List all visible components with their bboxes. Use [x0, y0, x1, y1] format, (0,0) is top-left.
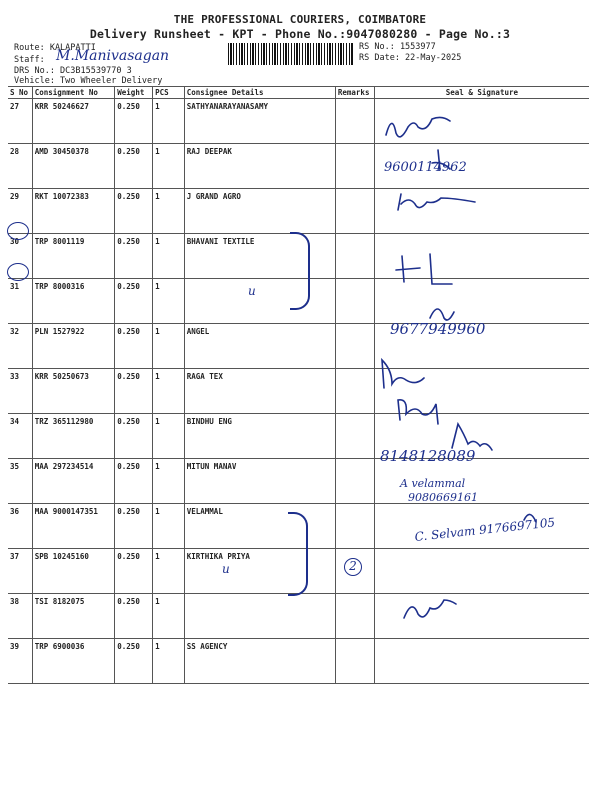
- cell-consignment: PLN 1527922: [32, 324, 115, 369]
- drs-number: DRS No.: DC3B15539770 3: [14, 66, 132, 76]
- cell-sno: 32: [8, 324, 32, 369]
- cell-sno: 33: [8, 369, 32, 414]
- col-remarks: Remarks: [335, 87, 374, 99]
- cell-weight: 0.250: [115, 369, 153, 414]
- cell-sno: 30: [8, 234, 32, 279]
- signature-mark: [398, 194, 475, 210]
- col-consignment: Consignment No: [32, 87, 115, 99]
- handwritten-name: A velammal: [400, 477, 466, 490]
- cell-weight: 0.250: [115, 549, 153, 594]
- cell-pcs: 1: [153, 99, 185, 144]
- cell-sno: 29: [8, 189, 32, 234]
- signature-mark: [386, 117, 450, 136]
- rs-number: RS No.: 1553977: [359, 42, 436, 52]
- vehicle-label: Vehicle: Two Wheeler Delivery: [14, 76, 163, 86]
- cell-consignee: MITUN MANAV: [184, 459, 335, 504]
- col-seal-signature: Seal & Signature: [374, 87, 589, 99]
- cell-weight: 0.250: [115, 459, 153, 504]
- cell-weight: 0.250: [115, 414, 153, 459]
- cell-pcs: 1: [153, 414, 185, 459]
- cell-sno: 27: [8, 99, 32, 144]
- cell-sno: 36: [8, 504, 32, 549]
- cell-pcs: 1: [153, 144, 185, 189]
- cell-consignee: RAGA TEX: [184, 369, 335, 414]
- cell-consignment: TSI 8182075: [32, 594, 115, 639]
- cell-sno: 39: [8, 639, 32, 684]
- handwritten-phone: 9677949960: [390, 320, 486, 338]
- cell-weight: 0.250: [115, 594, 153, 639]
- cell-consignment: SPB 10245160: [32, 549, 115, 594]
- cell-consignment: RKT 10072383: [32, 189, 115, 234]
- handwritten-phone: 9080669161: [408, 491, 478, 504]
- ditto-mark: u: [248, 284, 256, 298]
- handwritten-name-phone: C. Selvam 9176697105: [414, 515, 556, 544]
- col-weight: Weight: [115, 87, 153, 99]
- signature-mark: [430, 309, 454, 320]
- staff-name-handwritten: M.Manivasagan: [56, 48, 170, 64]
- cell-sno: 37: [8, 549, 32, 594]
- handwritten-phone: 8148128089: [380, 447, 476, 465]
- cell-weight: 0.250: [115, 99, 153, 144]
- cell-sno: 35: [8, 459, 32, 504]
- staff-label: Staff:: [14, 55, 45, 65]
- route-label: Route: KALAPATTI: [14, 43, 96, 53]
- cell-consignee: VELAMMAL: [184, 504, 335, 549]
- cell-weight: 0.250: [115, 144, 153, 189]
- cell-weight: 0.250: [115, 234, 153, 279]
- cell-consignee: SATHYANARAYANASAMY: [184, 99, 335, 144]
- cell-pcs: 1: [153, 549, 185, 594]
- cell-weight: 0.250: [115, 279, 153, 324]
- remark-circled-number: 2: [344, 558, 362, 576]
- cell-consignee: J GRAND AGRO: [184, 189, 335, 234]
- signature-mark: [396, 254, 452, 284]
- cell-pcs: 1: [153, 279, 185, 324]
- cell-weight: 0.250: [115, 189, 153, 234]
- runsheet-subtitle: Delivery Runsheet - KPT - Phone No.:9047080280 - Page No.:3: [89, 27, 511, 41]
- cell-consignee: RAJ DEEPAK: [184, 144, 335, 189]
- cell-sno: 31: [8, 279, 32, 324]
- cell-weight: 0.250: [115, 639, 153, 684]
- cell-consignee: ANGEL: [184, 324, 335, 369]
- cell-pcs: 1: [153, 504, 185, 549]
- cell-pcs: 1: [153, 459, 185, 504]
- cell-pcs: 1: [153, 189, 185, 234]
- cell-sno: 28: [8, 144, 32, 189]
- cell-consignee: KIRTHIKA PRIYA: [184, 549, 335, 594]
- cell-consignment: TRP 8000316: [32, 279, 115, 324]
- cell-pcs: 1: [153, 324, 185, 369]
- cell-consignment: TRZ 365112980: [32, 414, 115, 459]
- cell-consignment: MAA 9000147351: [32, 504, 115, 549]
- cell-consignee: BHAVANI TEXTILE: [184, 234, 335, 279]
- cell-consignment: KRR 50246627: [32, 99, 115, 144]
- cell-consignment: MAA 297234514: [32, 459, 115, 504]
- cell-pcs: 1: [153, 594, 185, 639]
- cell-consignment: TRP 8001119: [32, 234, 115, 279]
- cell-consignment: TRP 6900036: [32, 639, 115, 684]
- cell-consignment: KRR 50250673: [32, 369, 115, 414]
- cell-consignment: AMD 30450378: [32, 144, 115, 189]
- cell-consignee: SS AGENCY: [184, 639, 335, 684]
- col-sno: S No: [8, 87, 32, 99]
- signature-mark: [404, 600, 456, 618]
- document-title: THE PROFESSIONAL COURIERS, COIMBATORE: [173, 13, 427, 26]
- cell-pcs: 1: [153, 639, 185, 684]
- rs-date: RS Date: 22-May-2025: [359, 53, 462, 63]
- handwritten-phone: 9600114962: [384, 160, 467, 175]
- cell-sno: 34: [8, 414, 32, 459]
- signature-mark: [398, 400, 438, 424]
- signature-mark: [382, 360, 424, 388]
- cell-weight: 0.250: [115, 504, 153, 549]
- col-pcs: PCS: [153, 87, 185, 99]
- cell-consignee: BINDHU ENG: [184, 414, 335, 459]
- cell-pcs: 1: [153, 369, 185, 414]
- cell-sno: 38: [8, 594, 32, 639]
- col-consignee: Consignee Details: [184, 87, 335, 99]
- ditto-mark: u: [222, 562, 230, 576]
- cell-pcs: 1: [153, 234, 185, 279]
- cell-weight: 0.250: [115, 324, 153, 369]
